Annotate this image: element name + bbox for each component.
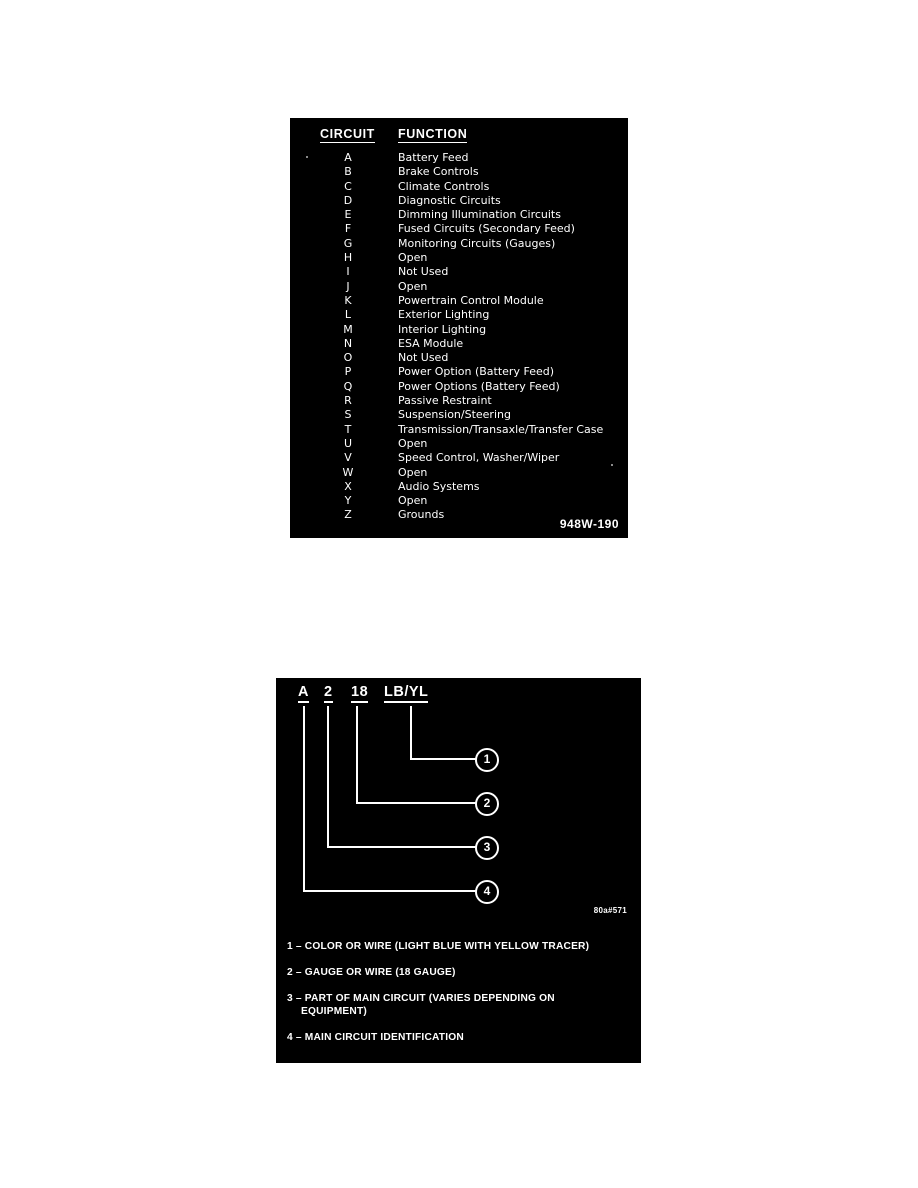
cell-circuit-code: F (344, 222, 352, 236)
legend-item-1 (287, 940, 632, 953)
leader-line-1-horizontal (410, 758, 478, 760)
table-row (290, 237, 628, 251)
wire-code-diagram-figure (276, 678, 641, 1063)
cell-circuit-code: I (346, 265, 350, 279)
cell-circuit-code: B (344, 165, 352, 179)
wire-code-gauge: 18 (351, 684, 368, 703)
table-row (290, 323, 628, 337)
cell-circuit-code: N (343, 336, 353, 350)
cell-function-text: Battery Feed (398, 151, 469, 164)
legend-item-2 (287, 966, 632, 979)
leader-line-2-vertical (356, 706, 358, 804)
cell-circuit-code: H (343, 251, 353, 265)
table-row (290, 423, 628, 437)
table-row (290, 165, 628, 179)
cell-function-text: Dimming Illumination Circuits (398, 208, 561, 222)
legend-item-4-text: 4 – MAIN CIRCUIT IDENTIFICATION (287, 1032, 464, 1043)
table-row (290, 451, 628, 465)
leader-line-1-vertical (410, 706, 412, 760)
table-row (290, 351, 628, 365)
table-row (290, 208, 628, 222)
leader-line-4-vertical (303, 706, 305, 892)
cell-circuit-code: W (342, 465, 354, 479)
cell-circuit-code: S (344, 408, 352, 422)
cell-function-text: Not Used (398, 351, 449, 365)
cell-function-text: Open (398, 494, 428, 508)
table-row (290, 251, 628, 265)
cell-circuit-code: T (344, 422, 352, 436)
cell-circuit-code: U (343, 436, 353, 450)
table-header-row (290, 127, 628, 143)
leader-line-3-horizontal (327, 846, 478, 848)
leader-line-3-vertical (327, 706, 329, 848)
cell-function-text: Powertrain Control Module (398, 293, 544, 307)
table-row (290, 294, 628, 308)
callout-bubble-2: 2 (475, 792, 499, 816)
legend-item-2-text: 2 – GAUGE OR WIRE (18 GAUGE) (287, 967, 456, 978)
cell-circuit-code: E (344, 208, 352, 222)
figure-reference-code: 948W-190 (559, 517, 619, 531)
table-row (290, 194, 628, 208)
cell-function-text: Exterior Lighting (398, 308, 490, 322)
cell-circuit-code: G (343, 236, 353, 250)
cell-function-text: Suspension/Steering (398, 408, 511, 422)
table-row (290, 308, 628, 322)
table-row (290, 380, 628, 394)
cell-circuit-code: L (344, 308, 352, 322)
figure-reference-code-2: 80a#571 (593, 906, 627, 915)
cell-circuit-code: J (346, 279, 350, 293)
table-row (290, 466, 628, 480)
cell-function-text: Power Option (Battery Feed) (398, 365, 554, 379)
cell-function-text: Climate Controls (398, 179, 490, 193)
legend-item-1-text: 1 – COLOR OR WIRE (LIGHT BLUE WITH YELLOW TRACER) (287, 941, 590, 952)
cell-circuit-code: Q (343, 379, 353, 393)
cell-circuit-code: K (344, 293, 352, 307)
legend-item-4 (287, 1031, 632, 1044)
wire-code-color: LB/YL (384, 684, 428, 703)
circuit-function-table-figure (290, 118, 628, 538)
cell-circuit-code: R (344, 394, 352, 408)
leader-line-2-horizontal (356, 802, 478, 804)
table-row (290, 394, 628, 408)
cell-function-text: Transmission/Transaxle/Transfer Case (398, 422, 604, 436)
cell-function-text: Speed Control, Washer/Wiper (398, 451, 560, 465)
wire-code-main-circuit: A (298, 684, 309, 703)
table-row (290, 180, 628, 194)
leader-line-4-horizontal (303, 890, 478, 892)
cell-function-text: Passive Restraint (398, 394, 492, 408)
table-row (290, 437, 628, 451)
cell-function-text: Brake Controls (398, 165, 479, 179)
legend-item-3 (287, 992, 632, 1018)
table-row (290, 494, 628, 508)
cell-function-text: Monitoring Circuits (Gauges) (398, 236, 556, 250)
legend-item-3-text: 3 – PART OF MAIN CIRCUIT (VARIES DEPENDING ON (287, 993, 555, 1004)
table-row (290, 337, 628, 351)
cell-circuit-code: X (344, 479, 352, 493)
circuit-table-body (290, 151, 628, 523)
column-header-circuit: CIRCUIT (320, 127, 375, 141)
cell-function-text: Interior Lighting (398, 322, 487, 336)
cell-circuit-code: Y (344, 494, 352, 508)
table-row (290, 280, 628, 294)
cell-function-text: Open (398, 251, 428, 265)
cell-circuit-code: Z (344, 508, 352, 522)
cell-circuit-code: A (344, 151, 352, 164)
cell-function-text: Power Options (Battery Feed) (398, 379, 560, 393)
cell-circuit-code: D (343, 193, 353, 207)
scan-artifact (611, 464, 613, 466)
cell-function-text: Grounds (398, 508, 445, 522)
cell-circuit-code: P (344, 365, 352, 379)
cell-function-text: Open (398, 436, 428, 450)
column-header-function: FUNCTION (398, 127, 468, 141)
table-row (290, 408, 628, 422)
wire-code-part-of-circuit: 2 (324, 684, 333, 703)
legend-item-3-continuation: EQUIPMENT) (301, 1006, 367, 1017)
table-row (290, 365, 628, 379)
callout-bubble-1: 1 (475, 748, 499, 772)
table-row (290, 480, 628, 494)
cell-circuit-code: V (344, 451, 352, 465)
cell-function-text: Diagnostic Circuits (398, 193, 501, 207)
wire-code-legend (287, 940, 632, 1057)
cell-function-text: ESA Module (398, 336, 464, 350)
callout-bubble-4: 4 (475, 880, 499, 904)
cell-function-text: Not Used (398, 265, 449, 279)
cell-function-text: Open (398, 279, 428, 293)
table-row (290, 151, 628, 165)
cell-function-text: Fused Circuits (Secondary Feed) (398, 222, 575, 236)
callout-bubble-3: 3 (475, 836, 499, 860)
cell-circuit-code: O (343, 351, 353, 365)
table-row (290, 222, 628, 236)
scan-artifact (306, 156, 308, 158)
cell-function-text: Audio Systems (398, 479, 480, 493)
table-row (290, 265, 628, 279)
cell-function-text: Open (398, 465, 428, 479)
cell-circuit-code: M (343, 322, 353, 336)
cell-circuit-code: C (344, 179, 352, 193)
